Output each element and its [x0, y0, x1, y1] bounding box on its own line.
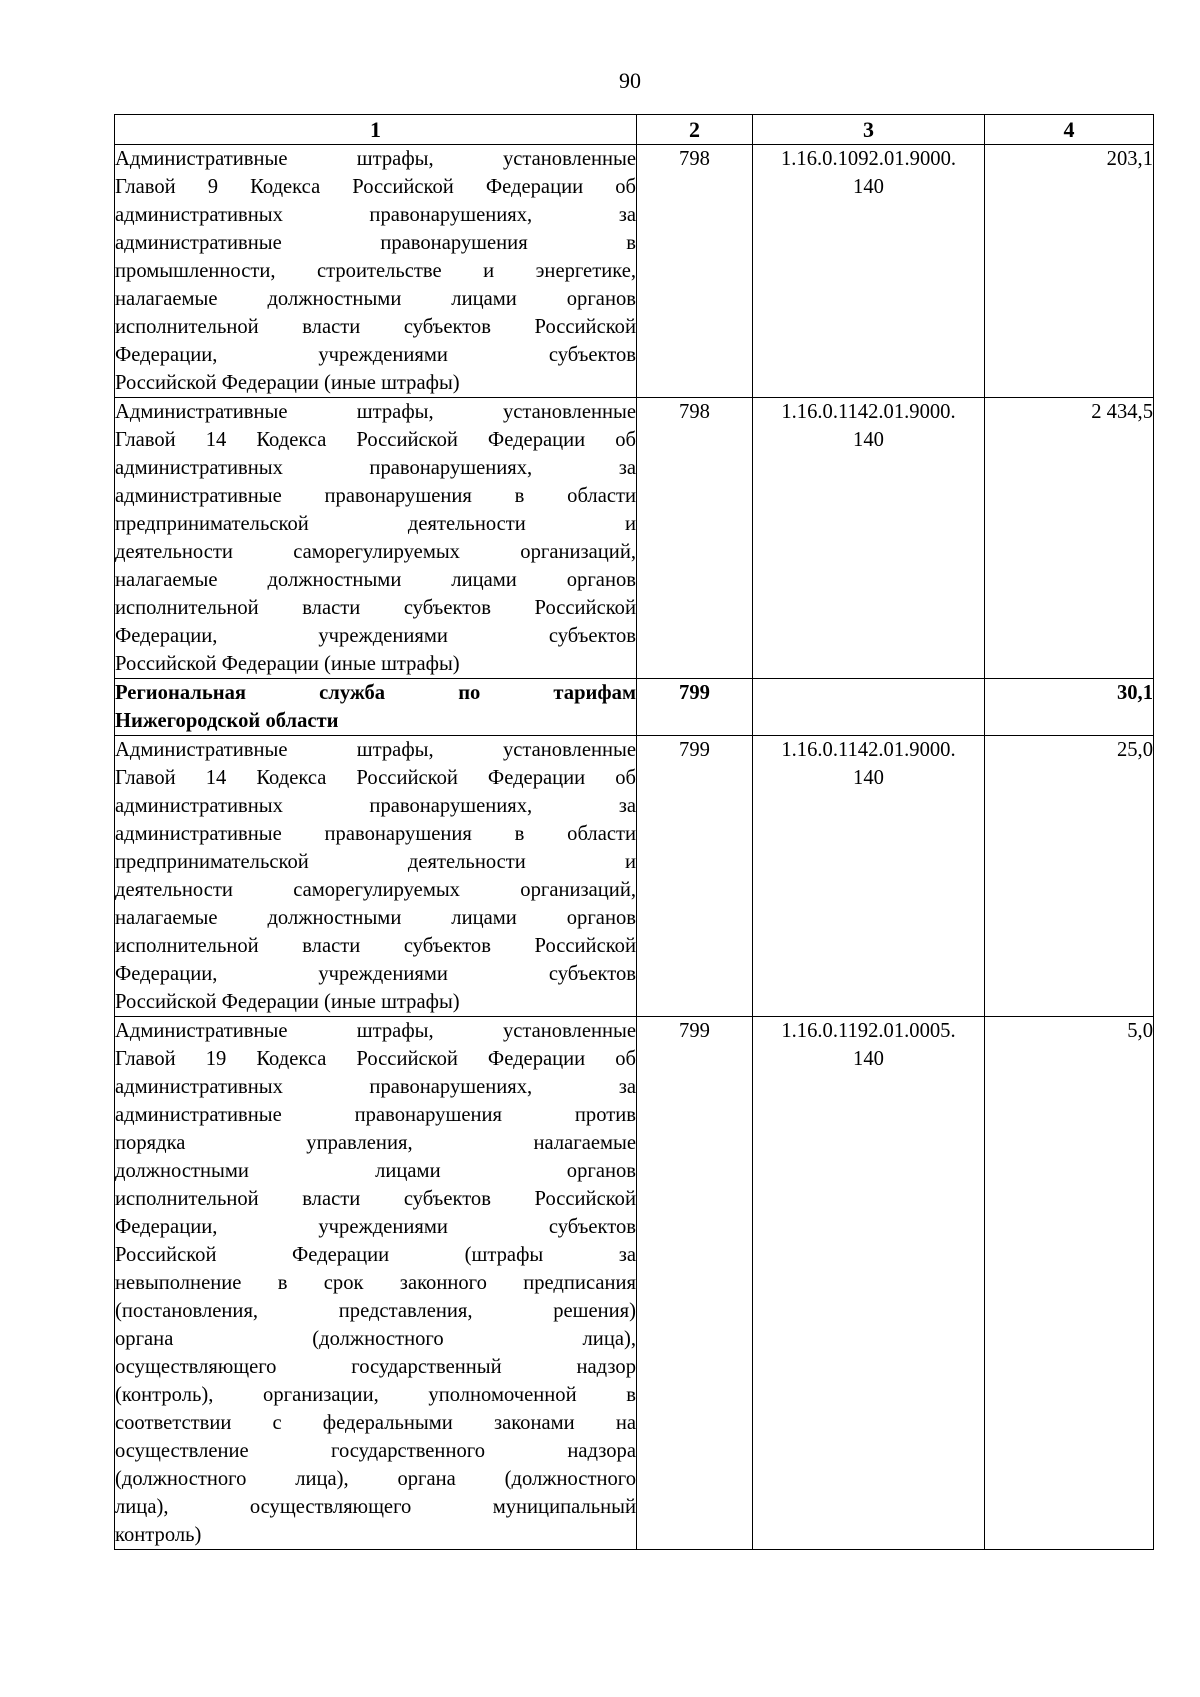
revenue-name-line: Региональная служба по тарифам — [115, 682, 636, 704]
column-header-2: 2 — [637, 115, 753, 145]
revenue-name-line: Главой 14 Кодекса Российской Федерации об — [115, 767, 636, 789]
amount-cell: 203,1 — [985, 145, 1154, 398]
revenue-name-line: невыполнение в срок законного предписания — [115, 1272, 636, 1294]
revenue-name-line: контроль) — [115, 1524, 202, 1546]
revenue-name-line: предпринимательской деятельности и — [115, 513, 636, 535]
revenue-name-line: (постановления, представления, решения) — [115, 1300, 636, 1322]
revenue-name-line: административные правонарушения в области — [115, 485, 636, 507]
amount-cell: 2 434,5 — [985, 398, 1154, 679]
revenue-name-line: административных правонарушениях, за — [115, 204, 636, 226]
revenue-name-line: органа (должностного лица), — [115, 1328, 636, 1350]
administrator-code-cell: 798 — [637, 145, 753, 398]
revenue-name-line: осуществляющего государственный надзор — [115, 1356, 636, 1378]
column-header-4: 4 — [985, 115, 1154, 145]
administrator-code-cell: 799 — [637, 736, 753, 1017]
table-row — [115, 736, 1154, 1017]
revenue-name-line: административные правонарушения в области — [115, 823, 636, 845]
revenue-name-line: исполнительной власти субъектов Российской — [115, 316, 636, 338]
revenue-name-line: административных правонарушениях, за — [115, 457, 636, 479]
revenue-name-line: исполнительной власти субъектов Российской — [115, 1188, 636, 1210]
revenue-name-line: (должностного лица), органа (должностного — [115, 1468, 636, 1490]
revenue-name-line: Федерации, учреждениями субъектов — [115, 344, 636, 366]
revenue-name-line: деятельности саморегулируемых организаций, — [115, 879, 636, 901]
administrator-code-cell: 798 — [637, 398, 753, 679]
classification-code-line: 1.16.0.1192.01.0005. — [781, 1020, 956, 1042]
revenue-name-line: административные правонарушения против — [115, 1104, 636, 1126]
classification-code-line: 140 — [853, 767, 884, 789]
revenue-name-line: Федерации, учреждениями субъектов — [115, 963, 636, 985]
administrator-code-cell: 799 — [637, 679, 753, 736]
table-row — [115, 145, 1154, 398]
revenue-name-line: деятельности саморегулируемых организаций, — [115, 541, 636, 563]
revenue-name-line: Российской Федерации (штрафы за — [115, 1244, 636, 1266]
classification-code-cell — [753, 1017, 985, 1550]
classification-code-line: 1.16.0.1142.01.9000. — [781, 401, 956, 423]
revenue-name-line: Федерации, учреждениями субъектов — [115, 1216, 636, 1238]
revenue-name-line: Главой 14 Кодекса Российской Федерации об — [115, 429, 636, 451]
revenue-name-cell — [115, 1017, 637, 1550]
revenue-name-line: должностными лицами органов — [115, 1160, 636, 1182]
revenue-name-line: исполнительной власти субъектов Российской — [115, 935, 636, 957]
section-header-row — [115, 679, 1154, 736]
revenue-name-line: административные правонарушения в — [115, 232, 636, 254]
revenue-name-line: соответствии с федеральными законами на — [115, 1412, 636, 1434]
classification-code-cell — [753, 398, 985, 679]
revenue-name-line: лица), осуществляющего муниципальный — [115, 1496, 636, 1518]
revenue-name-line: налагаемые должностными лицами органов — [115, 288, 636, 310]
revenue-name-cell — [115, 679, 637, 736]
revenue-name-line: Федерации, учреждениями субъектов — [115, 625, 636, 647]
classification-code-cell — [753, 736, 985, 1017]
column-header-3: 3 — [753, 115, 985, 145]
revenue-name-line: Административные штрафы, установленные — [115, 1020, 636, 1042]
classification-code-line: 140 — [853, 429, 884, 451]
revenue-name-line: исполнительной власти субъектов Российской — [115, 597, 636, 619]
revenue-name-line: административных правонарушениях, за — [115, 1076, 636, 1098]
revenue-name-line: Административные штрафы, установленные — [115, 148, 636, 170]
revenue-name-line: Главой 19 Кодекса Российской Федерации об — [115, 1048, 636, 1070]
revenue-name-cell — [115, 736, 637, 1017]
revenue-name-cell — [115, 145, 637, 398]
revenue-name-line: Российской Федерации (иные штрафы) — [115, 991, 460, 1013]
classification-code-line: 1.16.0.1092.01.9000. — [780, 148, 957, 170]
amount-cell: 30,1 — [985, 679, 1154, 736]
classification-code-cell — [753, 679, 985, 736]
classification-code-cell — [753, 145, 985, 398]
revenue-name-line: Российской Федерации (иные штрафы) — [115, 372, 460, 394]
classification-code-line: 140 — [853, 1048, 884, 1070]
table-row — [115, 398, 1154, 679]
classification-code-line: 140 — [853, 176, 884, 198]
revenue-table — [114, 114, 1154, 1550]
administrator-code-cell: 799 — [637, 1017, 753, 1550]
table-body — [115, 145, 1154, 1550]
revenue-name-line: административных правонарушениях, за — [115, 795, 636, 817]
revenue-name-line: порядка управления, налагаемые — [115, 1132, 636, 1154]
revenue-name-line: Административные штрафы, установленные — [115, 739, 636, 761]
revenue-name-line: осуществление государственного надзора — [115, 1440, 636, 1462]
revenue-name-line: Административные штрафы, установленные — [115, 401, 636, 423]
table-row — [115, 1017, 1154, 1550]
amount-cell: 5,0 — [985, 1017, 1154, 1550]
revenue-name-line: (контроль), организации, уполномоченной в — [115, 1384, 636, 1406]
revenue-name-line: Главой 9 Кодекса Российской Федерации об — [115, 176, 636, 198]
revenue-name-line: промышленности, строительстве и энергетике, — [115, 260, 636, 282]
revenue-name-line: Российской Федерации (иные штрафы) — [115, 653, 460, 675]
revenue-name-line: налагаемые должностными лицами органов — [115, 569, 636, 591]
classification-code-line: 1.16.0.1142.01.9000. — [781, 739, 956, 761]
revenue-name-cell — [115, 398, 637, 679]
revenue-name-line: налагаемые должностными лицами органов — [115, 907, 636, 929]
table-header-row — [115, 115, 1154, 145]
column-header-1: 1 — [115, 115, 637, 145]
amount-cell: 25,0 — [985, 736, 1154, 1017]
revenue-name-line: Нижегородской области — [115, 710, 339, 732]
page-number: 90 — [619, 68, 641, 93]
revenue-name-line: предпринимательской деятельности и — [115, 851, 636, 873]
